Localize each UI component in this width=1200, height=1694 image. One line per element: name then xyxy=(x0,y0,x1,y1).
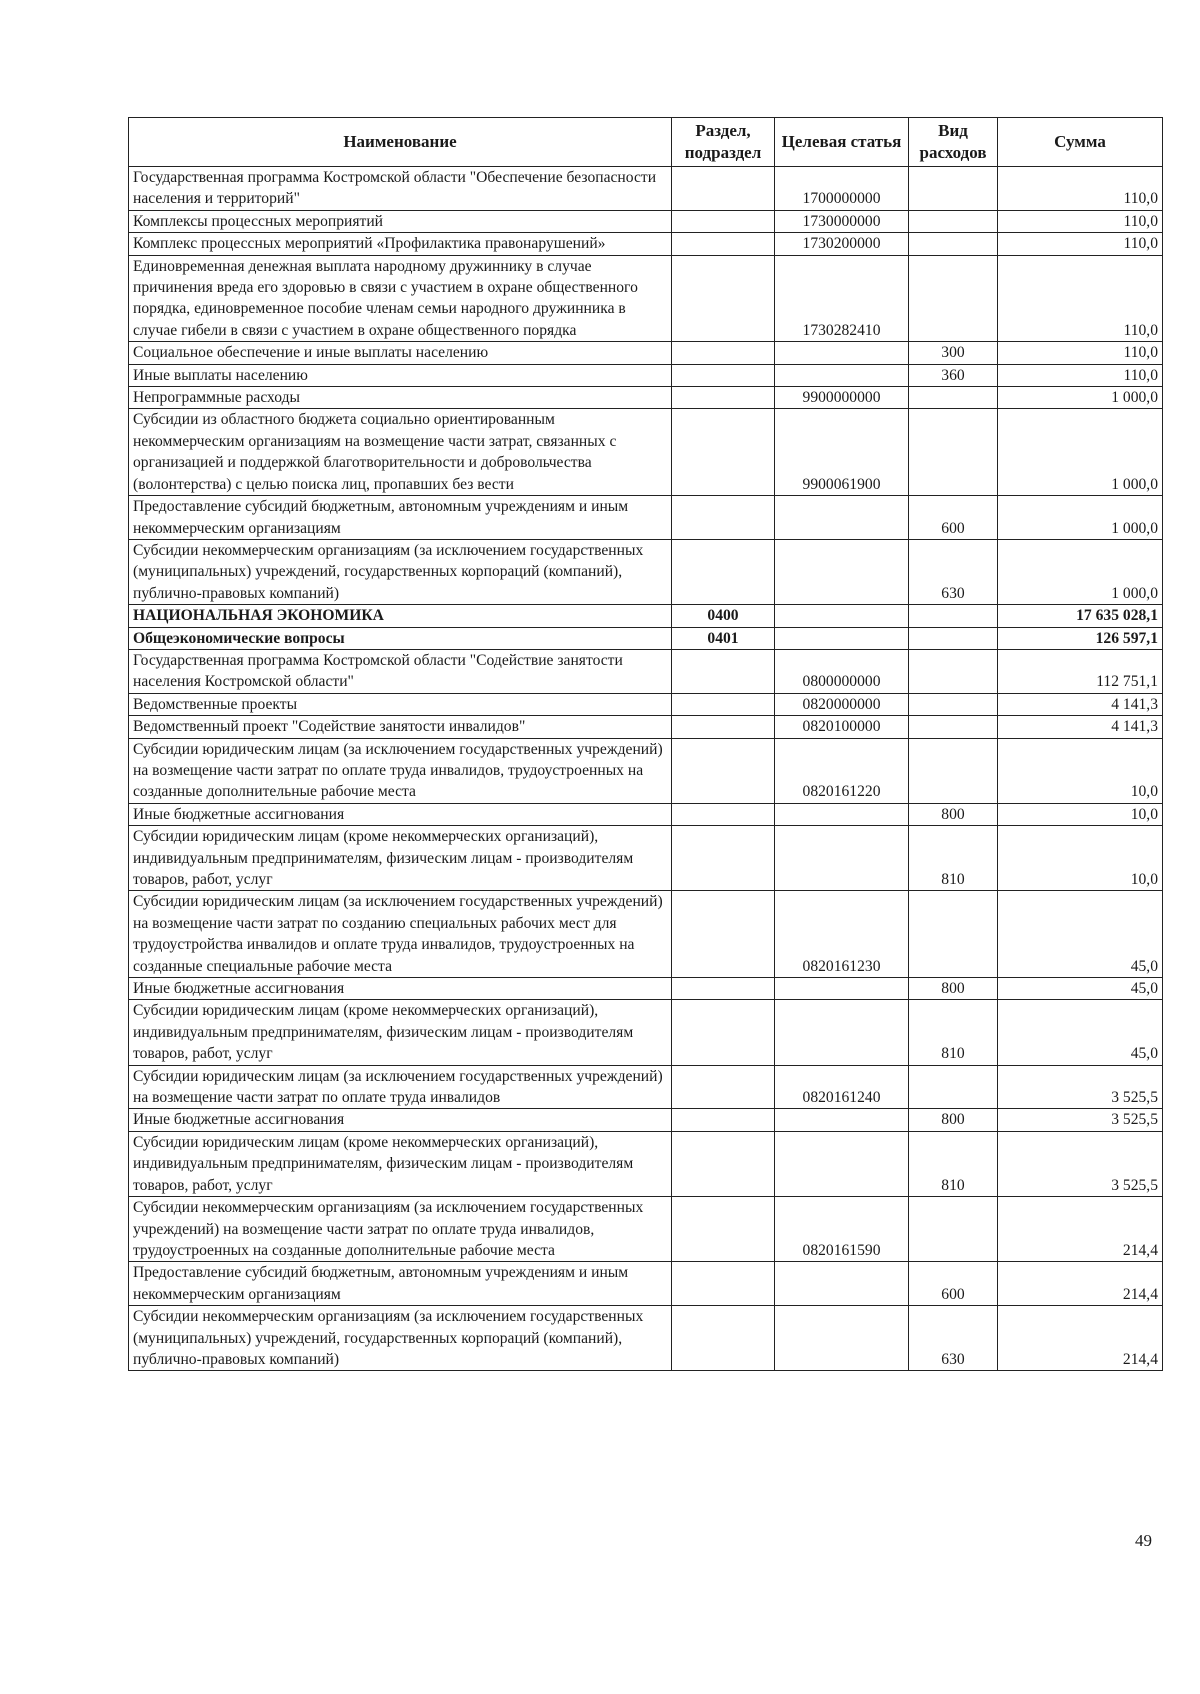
cell-type: 800 xyxy=(909,803,998,825)
cell-sum: 214,4 xyxy=(998,1262,1163,1306)
cell-type xyxy=(909,693,998,715)
cell-target xyxy=(775,826,909,891)
cell-target xyxy=(775,978,909,1000)
table-row xyxy=(129,233,1163,255)
cell-section xyxy=(672,210,775,232)
cell-sum: 1 000,0 xyxy=(998,496,1163,540)
cell-target: 0820000000 xyxy=(775,693,909,715)
cell-type xyxy=(909,716,998,738)
cell-name: Субсидии юридическим лицам (кроме некоммерческих организаций), индивидуальным предпринимателям, физическим лицам - производителям товаров, работ, услуг xyxy=(129,826,672,891)
cell-target xyxy=(775,1306,909,1371)
cell-type: 810 xyxy=(909,1000,998,1065)
cell-sum: 3 525,5 xyxy=(998,1131,1163,1196)
table-row xyxy=(129,826,1163,891)
table-row xyxy=(129,210,1163,232)
cell-sum: 3 525,5 xyxy=(998,1065,1163,1109)
cell-name: Комплексы процессных мероприятий xyxy=(129,210,672,232)
cell-sum: 10,0 xyxy=(998,826,1163,891)
cell-type xyxy=(909,409,998,496)
cell-name: Непрограммные расходы xyxy=(129,387,672,409)
cell-name: Государственная программа Костромской области "Содействие занятости населения Костромской области" xyxy=(129,649,672,693)
cell-sum: 45,0 xyxy=(998,978,1163,1000)
cell-type xyxy=(909,738,998,803)
cell-name: Иные бюджетные ассигнования xyxy=(129,1109,672,1131)
table-row xyxy=(129,255,1163,342)
cell-sum: 17 635 028,1 xyxy=(998,605,1163,627)
cell-section xyxy=(672,1000,775,1065)
cell-sum: 126 597,1 xyxy=(998,627,1163,649)
cell-target: 9900061900 xyxy=(775,409,909,496)
cell-type xyxy=(909,1197,998,1262)
table-row xyxy=(129,1109,1163,1131)
cell-name: Государственная программа Костромской области "Обеспечение безопасности населения и территорий" xyxy=(129,167,672,211)
table-row xyxy=(129,891,1163,978)
cell-sum: 112 751,1 xyxy=(998,649,1163,693)
cell-target: 0820161590 xyxy=(775,1197,909,1262)
cell-section xyxy=(672,409,775,496)
cell-name: Субсидии юридическим лицам (кроме некоммерческих организаций), индивидуальным предпринимателям, физическим лицам - производителям товаров, работ, услуг xyxy=(129,1131,672,1196)
cell-section xyxy=(672,891,775,978)
table-row xyxy=(129,496,1163,540)
table-row xyxy=(129,605,1163,627)
cell-section xyxy=(672,387,775,409)
header-type: Вид расходов xyxy=(909,118,998,167)
cell-type: 800 xyxy=(909,978,998,1000)
cell-target xyxy=(775,605,909,627)
table-row xyxy=(129,342,1163,364)
cell-type: 300 xyxy=(909,342,998,364)
cell-target: 1730200000 xyxy=(775,233,909,255)
cell-sum: 214,4 xyxy=(998,1306,1163,1371)
cell-sum: 45,0 xyxy=(998,891,1163,978)
cell-sum: 110,0 xyxy=(998,342,1163,364)
cell-section xyxy=(672,1109,775,1131)
cell-sum: 1 000,0 xyxy=(998,409,1163,496)
cell-section xyxy=(672,233,775,255)
cell-section xyxy=(672,693,775,715)
cell-sum: 110,0 xyxy=(998,364,1163,386)
cell-target xyxy=(775,803,909,825)
table-row xyxy=(129,716,1163,738)
cell-type: 630 xyxy=(909,1306,998,1371)
table-row xyxy=(129,1306,1163,1371)
cell-type xyxy=(909,1065,998,1109)
cell-target: 1700000000 xyxy=(775,167,909,211)
cell-name: Ведомственный проект "Содействие занятости инвалидов" xyxy=(129,716,672,738)
cell-name: Субсидии юридическим лицам (за исключением государственных учреждений) на возмещение части затрат по оплате труда инвалидов xyxy=(129,1065,672,1109)
cell-sum: 10,0 xyxy=(998,803,1163,825)
cell-type xyxy=(909,167,998,211)
cell-name: Предоставление субсидий бюджетным, автономным учреждениям и иным некоммерческим организациям xyxy=(129,1262,672,1306)
cell-sum: 10,0 xyxy=(998,738,1163,803)
cell-name: Единовременная денежная выплата народному дружиннику в случае причинения вреда его здоровью в связи с участием в охране общественного порядка, единовременное пособие членам семьи народного дружинника в случае гибели в связи с участием в охране общественного порядка xyxy=(129,255,672,342)
header-section: Раздел, подраздел xyxy=(672,118,775,167)
cell-name: Субсидии некоммерческим организациям (за исключением государственных (муниципальных) учреждений, государственных корпораций (компаний), публично-правовых компаний) xyxy=(129,539,672,604)
header-sum: Сумма xyxy=(998,118,1163,167)
cell-section xyxy=(672,539,775,604)
cell-type: 360 xyxy=(909,364,998,386)
cell-sum: 110,0 xyxy=(998,167,1163,211)
table-row xyxy=(129,1131,1163,1196)
table-row xyxy=(129,1197,1163,1262)
cell-section xyxy=(672,716,775,738)
cell-type xyxy=(909,387,998,409)
cell-name: Комплекс процессных мероприятий «Профилактика правонарушений» xyxy=(129,233,672,255)
table-row xyxy=(129,693,1163,715)
table-row xyxy=(129,738,1163,803)
table-row xyxy=(129,539,1163,604)
cell-type xyxy=(909,649,998,693)
cell-type xyxy=(909,891,998,978)
cell-target xyxy=(775,1000,909,1065)
cell-target: 0820161240 xyxy=(775,1065,909,1109)
cell-section xyxy=(672,342,775,364)
cell-name: Субсидии юридическим лицам (за исключением государственных учреждений) на возмещение части затрат по оплате труда инвалидов, трудоустроенных на созданные дополнительные рабочие места xyxy=(129,738,672,803)
cell-sum: 3 525,5 xyxy=(998,1109,1163,1131)
cell-section xyxy=(672,1197,775,1262)
table-row xyxy=(129,627,1163,649)
cell-target xyxy=(775,496,909,540)
cell-section xyxy=(672,364,775,386)
header-target: Целевая статья xyxy=(775,118,909,167)
cell-name: Социальное обеспечение и иные выплаты населению xyxy=(129,342,672,364)
budget-table xyxy=(128,117,1163,1371)
table-row xyxy=(129,1065,1163,1109)
cell-target: 0820161230 xyxy=(775,891,909,978)
cell-target: 9900000000 xyxy=(775,387,909,409)
header-name: Наименование xyxy=(129,118,672,167)
cell-name: Субсидии юридическим лицам (кроме некоммерческих организаций), индивидуальным предпринимателям, физическим лицам - производителям товаров, работ, услуг xyxy=(129,1000,672,1065)
cell-section xyxy=(672,1065,775,1109)
cell-target: 1730000000 xyxy=(775,210,909,232)
cell-type: 810 xyxy=(909,826,998,891)
cell-target xyxy=(775,364,909,386)
cell-sum: 110,0 xyxy=(998,210,1163,232)
cell-section xyxy=(672,496,775,540)
cell-target: 0800000000 xyxy=(775,649,909,693)
cell-target xyxy=(775,627,909,649)
table-row xyxy=(129,409,1163,496)
cell-name: Субсидии некоммерческим организациям (за исключением государственных (муниципальных) учреждений, государственных корпораций (компаний), публично-правовых компаний) xyxy=(129,1306,672,1371)
cell-section xyxy=(672,826,775,891)
cell-section xyxy=(672,1131,775,1196)
page-number: 49 xyxy=(1135,1531,1152,1550)
cell-type xyxy=(909,255,998,342)
cell-type: 600 xyxy=(909,496,998,540)
cell-sum: 4 141,3 xyxy=(998,693,1163,715)
cell-type: 600 xyxy=(909,1262,998,1306)
cell-section xyxy=(672,255,775,342)
cell-target: 0820100000 xyxy=(775,716,909,738)
cell-sum: 1 000,0 xyxy=(998,387,1163,409)
table-row xyxy=(129,803,1163,825)
cell-target: 1730282410 xyxy=(775,255,909,342)
cell-type: 630 xyxy=(909,539,998,604)
cell-target xyxy=(775,342,909,364)
cell-name: Общеэкономические вопросы xyxy=(129,627,672,649)
table-row xyxy=(129,978,1163,1000)
table-row xyxy=(129,167,1163,211)
cell-sum: 214,4 xyxy=(998,1197,1163,1262)
cell-target: 0820161220 xyxy=(775,738,909,803)
cell-target xyxy=(775,1262,909,1306)
cell-name: Субсидии юридическим лицам (за исключением государственных учреждений) на возмещение части затрат по созданию специальных рабочих мест для трудоустройства инвалидов и оплате труда инвалидов, трудоустроенных на созданные специальные рабочие места xyxy=(129,891,672,978)
cell-name: Ведомственные проекты xyxy=(129,693,672,715)
cell-section xyxy=(672,978,775,1000)
table-header-row xyxy=(129,118,1163,167)
cell-name: Иные бюджетные ассигнования xyxy=(129,978,672,1000)
table-row xyxy=(129,387,1163,409)
cell-sum: 110,0 xyxy=(998,255,1163,342)
table-row xyxy=(129,364,1163,386)
cell-section: 0400 xyxy=(672,605,775,627)
cell-section xyxy=(672,738,775,803)
cell-section: 0401 xyxy=(672,627,775,649)
cell-section xyxy=(672,649,775,693)
cell-name: Иные бюджетные ассигнования xyxy=(129,803,672,825)
cell-section xyxy=(672,803,775,825)
cell-type: 800 xyxy=(909,1109,998,1131)
cell-type xyxy=(909,233,998,255)
table-row xyxy=(129,1262,1163,1306)
cell-sum: 4 141,3 xyxy=(998,716,1163,738)
table-row xyxy=(129,1000,1163,1065)
table-body xyxy=(129,167,1163,1371)
cell-type: 810 xyxy=(909,1131,998,1196)
cell-name: Иные выплаты населению xyxy=(129,364,672,386)
cell-name: Субсидии некоммерческим организациям (за исключением государственных учреждений) на возмещение части затрат по оплате труда инвалидов, трудоустроенных на созданные дополнительные рабочие места xyxy=(129,1197,672,1262)
cell-target xyxy=(775,539,909,604)
cell-section xyxy=(672,1262,775,1306)
cell-sum: 45,0 xyxy=(998,1000,1163,1065)
table-row xyxy=(129,649,1163,693)
cell-name: Предоставление субсидий бюджетным, автономным учреждениям и иным некоммерческим организациям xyxy=(129,496,672,540)
cell-target xyxy=(775,1131,909,1196)
cell-target xyxy=(775,1109,909,1131)
cell-sum: 110,0 xyxy=(998,233,1163,255)
cell-sum: 1 000,0 xyxy=(998,539,1163,604)
cell-type xyxy=(909,605,998,627)
cell-section xyxy=(672,167,775,211)
cell-name: НАЦИОНАЛЬНАЯ ЭКОНОМИКА xyxy=(129,605,672,627)
cell-type xyxy=(909,627,998,649)
cell-type xyxy=(909,210,998,232)
cell-section xyxy=(672,1306,775,1371)
cell-name: Субсидии из областного бюджета социально ориентированным некоммерческим организациям на возмещение части затрат, связанных с организацией и поддержкой благотворительности и добровольчества (волонтерства) с целью поиска лиц, пропавших без вести xyxy=(129,409,672,496)
